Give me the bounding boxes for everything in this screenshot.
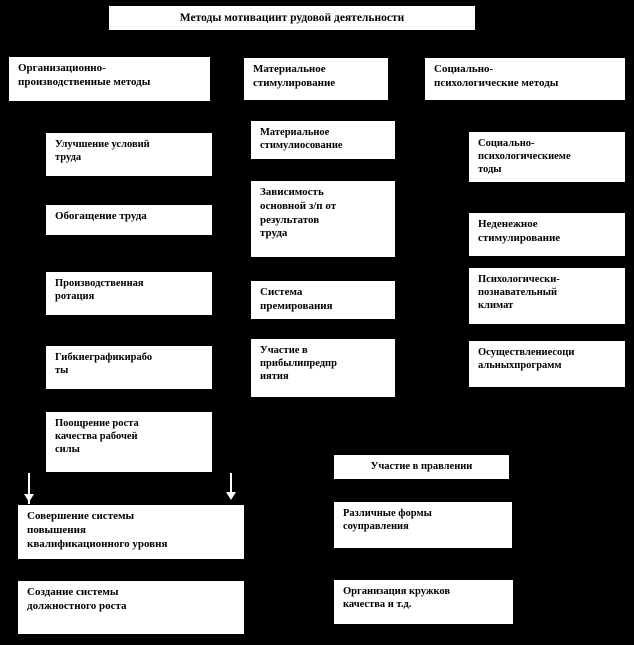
node-line: прибылипредпр	[260, 358, 337, 370]
diagram-title-box	[108, 5, 476, 31]
node-line: Участие в правлении	[370, 461, 473, 472]
bottom-group-item-2	[333, 579, 514, 625]
node-line: Осуществлениесоци	[478, 347, 575, 358]
node-line: стимулирование	[478, 231, 561, 244]
node-line: Социально-	[434, 63, 494, 75]
connector-arrow-column-1-branch	[226, 492, 236, 500]
column-2-item-1	[250, 120, 396, 160]
node-line: Гибкиеграфикирабо	[55, 352, 153, 363]
column-3-item-1	[468, 131, 626, 183]
node-line: Совершение системы	[27, 510, 135, 522]
column-2-item-3	[250, 280, 396, 320]
node-line: качества и т.д.	[343, 599, 412, 611]
node-line: Зависимость	[260, 186, 324, 198]
column-3-item-2	[468, 212, 626, 257]
bottom-group-header	[333, 454, 510, 480]
column-1-item-7	[17, 580, 245, 635]
node-line: Материальное	[253, 63, 326, 75]
column-3-item-4	[468, 340, 626, 388]
node-line: труда	[260, 227, 288, 240]
node-line: ротация	[55, 291, 95, 303]
node-line: качества рабочей	[55, 431, 138, 443]
column-1-item-1	[45, 132, 213, 177]
node-line: Методы мотивациит рудовой деятельности	[179, 12, 405, 24]
node-line: Различные формы	[343, 508, 432, 519]
node-line: квалификационного уровня	[27, 537, 168, 550]
node-line: Неденежное	[478, 218, 538, 230]
node-line: Обогащение труда	[55, 210, 147, 222]
node-line: должностного роста	[27, 599, 127, 612]
node-line: тоды	[478, 164, 502, 176]
column-3-item-3	[468, 267, 626, 325]
node-line: Организационно-	[18, 62, 106, 74]
node-line: Улучшение условий	[55, 139, 150, 150]
bottom-group-item-1	[333, 501, 513, 549]
column-1-item-5	[45, 411, 213, 473]
node-line: психологическиеме	[478, 151, 571, 163]
node-line: труда	[55, 152, 82, 164]
column-1-header	[8, 56, 211, 102]
column-1-item-3	[45, 271, 213, 316]
column-1-item-2	[45, 204, 213, 236]
column-1-item-6	[17, 504, 245, 560]
node-line: Создание системы	[27, 586, 119, 598]
column-2-header	[243, 57, 389, 101]
node-line: познавательный	[478, 287, 558, 299]
node-line: Участие в	[260, 345, 308, 356]
connector-arrow-column-1	[24, 494, 34, 502]
column-2-item-4	[250, 338, 396, 398]
node-line: основной з/п от	[260, 199, 337, 212]
column-3-header	[424, 57, 626, 101]
node-line: соуправления	[343, 521, 409, 533]
node-line: климат	[478, 300, 514, 312]
node-line: Социально-	[478, 138, 535, 149]
node-line: Поощрение роста	[55, 418, 139, 429]
column-1-item-4	[45, 345, 213, 390]
node-line: Организация кружков	[343, 586, 451, 597]
node-line: иятия	[260, 371, 289, 383]
node-line: Производственная	[55, 278, 144, 289]
node-line: стимулиосование	[260, 140, 343, 152]
node-line: Материальное	[260, 127, 330, 138]
node-line: повышения	[27, 523, 86, 536]
node-line: Психологически-	[478, 274, 560, 285]
node-line: Система	[260, 286, 303, 298]
node-line: стимулирование	[253, 76, 336, 89]
node-line: ты	[55, 365, 69, 377]
column-2-item-2	[250, 180, 396, 258]
node-line: результатов	[260, 213, 320, 226]
node-line: премирования	[260, 299, 333, 312]
node-line: производственные методы	[18, 75, 151, 88]
node-line: психологические методы	[434, 76, 559, 89]
node-line: альныхпрограмм	[478, 360, 562, 372]
node-line: силы	[55, 444, 80, 456]
